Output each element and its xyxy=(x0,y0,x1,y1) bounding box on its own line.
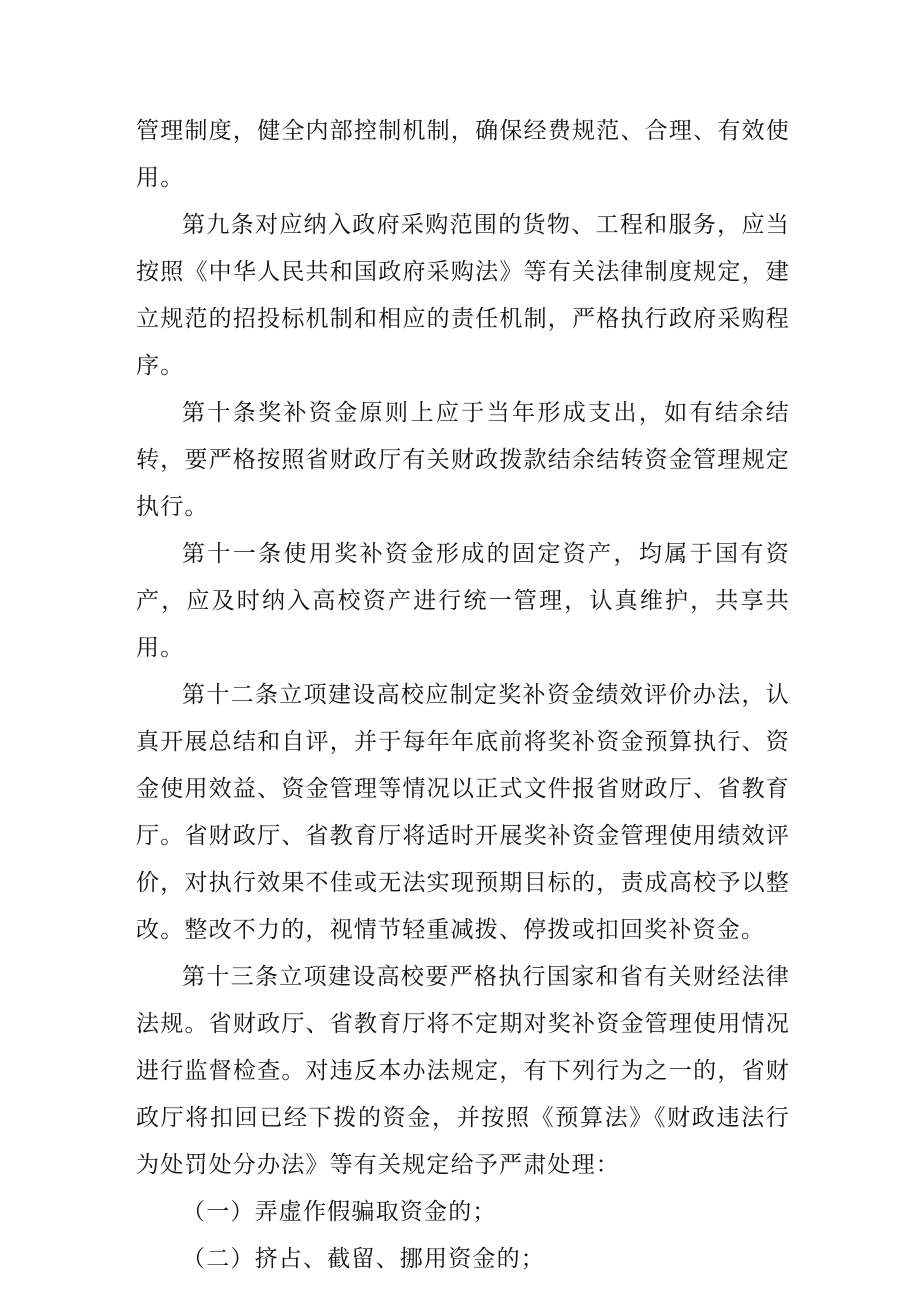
paragraph-article-11: 第十一条使用奖补资金形成的固定资产，均属于国有资产，应及时纳入高校资产进行统一管理，认真维护，共享共用。 xyxy=(136,541,790,661)
list-item-1: （一）弄虚作假骗取资金的； xyxy=(182,1199,497,1225)
paragraph-article-12: 第十二条立项建设高校应制定奖补资金绩效评价办法，认真开展总结和自评，并于每年年底前将奖补资金预算执行、资金使用效益、资金管理等情况以正式文件报省财政厅、省教育厅。省财政厅、省教育厅将适时开展奖补资金管理使用绩效评价，对执行效果不佳或无法实现预期目标的，责成高校予以整改。整改不力的，视情节轻重减拨、停拨或扣回奖补资金。 xyxy=(136,682,790,943)
paragraph-article-13: 第十三条立项建设高校要严格执行国家和省有关财经法律法规。省财政厅、省教育厅将不定期对奖补资金管理使用情况进行监督检查。对违反本办法规定，有下列行为之一的，省财政厅将扣回已经下拨的资金，并按照《预算法》《财政违法行为处罚处分办法》等有关规定给予严肃处理： xyxy=(136,964,790,1178)
paragraph-article-10: 第十条奖补资金原则上应于当年形成支出，如有结余结转，要严格按照省财政厅有关财政拨款结余结转资金管理规定执行。 xyxy=(136,400,790,520)
list-item-2: （二）挤占、截留、挪用资金的； xyxy=(182,1246,545,1272)
document-body xyxy=(136,108,790,1283)
paragraph-continuation: 管理制度，健全内部控制机制，确保经费规范、合理、有效使用。 xyxy=(136,118,790,191)
paragraph-article-9: 第九条对应纳入政府采购范围的货物、工程和服务，应当按照《中华人民共和国政府采购法》等有关法律制度规定，建立规范的招投标机制和相应的责任机制，严格执行政府采购程序。 xyxy=(136,212,790,379)
